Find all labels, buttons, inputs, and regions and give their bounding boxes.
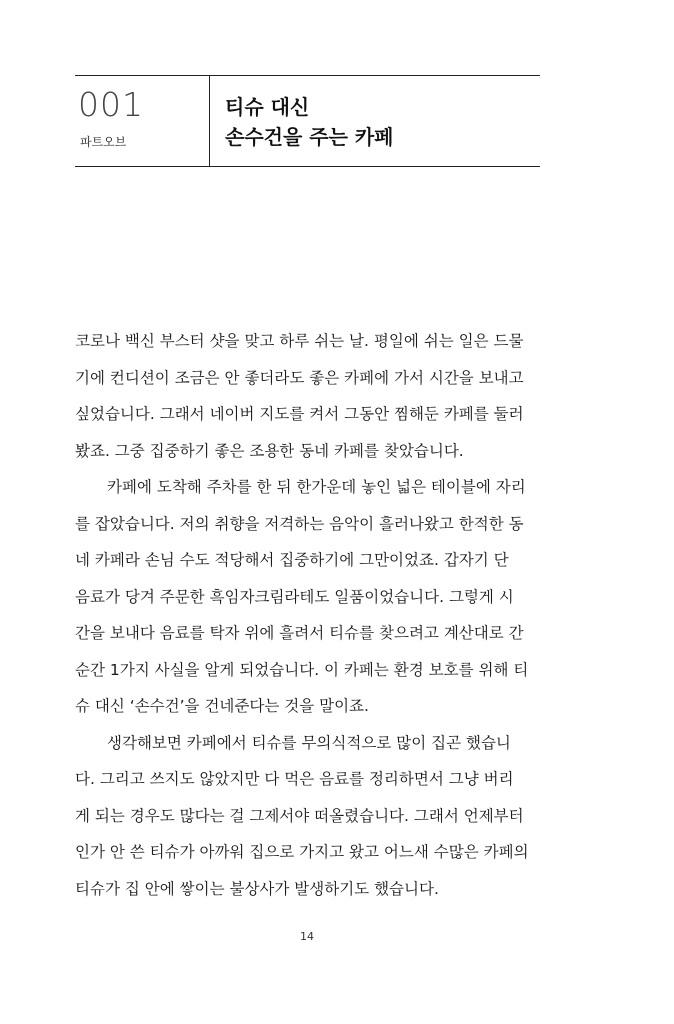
text-line: 슈 대신 ‘손수건’을 건네준다는 것을 말이죠. [75,697,369,715]
text-line: 다. 그리고 쓰지도 않았지만 다 먹은 음료를 정리하면서 그냥 버리 [75,770,514,788]
text-line: 를 잡았습니다. 저의 취향을 저격하는 음악이 흘러나왔고 한적한 동 [75,514,524,533]
paragraph-3 [75,725,545,908]
chapter-header [75,75,540,167]
text-line: 게 되는 경우도 많다는 걸 그제서야 떠올렸습니다. 그래서 언제부터 [75,806,524,825]
text-line: 순간 1가지 사실을 알게 되었습니다. 이 카페는 환경 보호를 위해 티 [75,660,529,679]
part-name: 파트오브 [80,135,127,149]
text-line: 인가 안 쓴 티슈가 아까워 집으로 가지고 왔고 어느새 수많은 카페의 [75,843,529,861]
text-line: 생각해보면 카페에서 티슈를 무의식적으로 많이 집곤 했습니 [107,733,511,752]
text-line: 네 카페라 손님 수도 적당해서 집중하기에 그만이었죠. 갑자기 단 [75,551,509,569]
page-number: 14 [300,930,314,943]
text-line: 티슈가 집 안에 쌓이는 불상사가 발생하기도 했습니다. [75,879,439,898]
body-text [75,323,545,907]
paragraph-1 [75,323,545,469]
text-line: 음료가 당겨 주문한 흑임자크림라테도 일품이었습니다. 그렇게 시 [75,587,514,606]
chapter-number: 001 [78,85,144,124]
text-line: 코로나 백신 부스터 샷을 맞고 하루 쉬는 날. 평일에 쉬는 일은 드물 [75,332,524,350]
paragraph-2 [75,469,545,725]
text-line: 봤죠. 그중 집중하기 좋은 조용한 동네 카페를 찾았습니다. [75,441,464,460]
text-line: 싶었습니다. 그래서 네이버 지도를 켜서 그동안 찜해둔 카페를 둘러 [75,405,524,423]
text-line: 기에 컨디션이 조금은 안 좋더라도 좋은 카페에 가서 시간을 보내고 [75,368,524,387]
chapter-title [225,92,394,152]
text-line: 간을 보내다 음료를 탁자 위에 흘려서 티슈를 찾으려고 계산대로 간 [75,624,524,642]
chapter-title-line-2: 손수건을 주는 카페 [225,125,394,149]
chapter-title-line-1: 티슈 대신 [225,95,310,119]
text-line: 카페에 도착해 주차를 한 뒤 한가운데 놓인 넓은 테이블에 자리 [107,478,526,496]
header-divider [209,76,210,166]
